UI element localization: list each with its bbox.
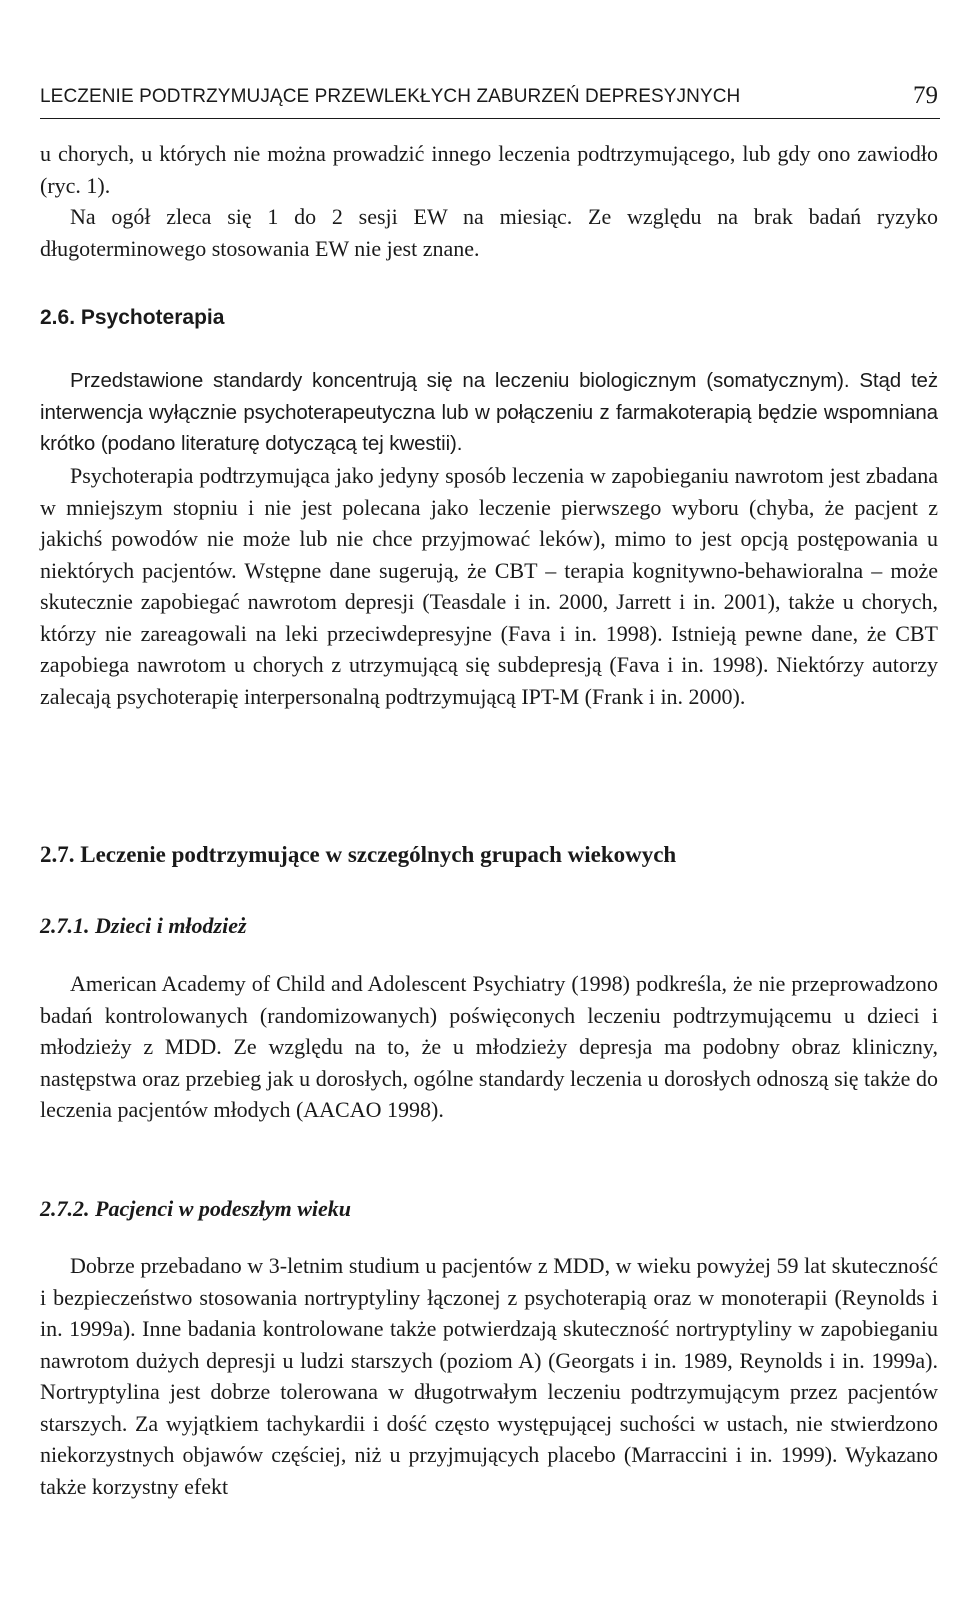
section-2-6-text-sans [40, 365, 938, 460]
section-2-6-text [40, 460, 938, 712]
intro-paragraph-2: Na ogół zleca się 1 do 2 sesji EW na miesiąc. Ze względu na brak badań ryzyko długoterminowego stosowania EW nie jest znane. [40, 204, 938, 261]
subsection-heading-2-7-2: 2.7.2. Pacjenci w podeszłym wieku [40, 1196, 352, 1221]
subsection-2-7-2-paragraph: Dobrze przebadano w 3-letnim studium u pacjentów z MDD, w wieku powyżej 59 lat skuteczność i bezpieczeństwo stosowania nortryptyliny łączonej z psychoterapią oraz w monoterapii (Reynolds i in. 1999a). Inne badania kontrolowane także potwierdzają skuteczność nortryptyliny w zapobieganiu nawrotom dużych depresji u ludzi starszych (poziom A) (Georgats i in. 1989, Reynolds i in. 1999a). Nortryptylina jest dobrze tolerowana w długotrwałym leczeniu podtrzymującym przez pacjentów starszych. Za wyjątkiem tachykardii i dość często występującej suchości w ustach, nie stwierdzono niekorzystnych objawów częściej, niż u przyjmujących placebo (Marraccini i in. 1999). Wykazano także korzystny efekt [40, 1253, 938, 1499]
section-2-6-paragraph-2: Psychoterapia podtrzymująca jako jedyny sposób leczenia w zapobieganiu nawrotom jest zbadana w mniejszym stopniu i nie jest polecana jako leczenie pierwszego wyboru (chyba, że pacjent z jakichś powodów nie może lub nie chce przyjmować leków), mimo to jest opcją postępowania u niektórych pacjentów. Wstępne dane sugerują, że CBT – terapia kognitywno-behawioralna – może skutecznie zapobiegać nawrotom depresji (Teasdale i in. 2000, Jarrett i in. 2001), także u chorych, którzy nie zareagowali na leki przeciwdepresyjne (Fava i in. 1998). Istnieją pewne dane, że CBT zapobiega nawrotom u chorych z utrzymującą się subdepresją (Fava i in. 1998). Niektórzy autorzy zalecają psychoterapię interpersonalną podtrzymującą IPT-M (Frank i in. 2000). [40, 463, 938, 709]
subsection-2-7-1-paragraph: American Academy of Child and Adolescent Psychiatry (1998) podkreśla, że nie przeprowadzono badań kontrolowanych (randomizowanych) poświęconych leczeniu podtrzymującemu u dzieci i młodzieży z MDD. Ze względu na to, że u młodzieży depresja ma podobny obraz kliniczny, następstwa oraz przebieg jak u dorosłych, ogólne standardy leczenia u dorosłych odnoszą się także do leczenia pacjentów młodych (AACAO 1998). [40, 971, 938, 1122]
running-header [40, 82, 940, 119]
intro-paragraph-1: u chorych, u których nie można prowadzić innego leczenia podtrzymującego, lub gdy ono zawiodło (ryc. 1). [40, 141, 938, 198]
subsection-heading-2-7-1: 2.7.1. Dzieci i młodzież [40, 913, 247, 938]
intro-text [40, 138, 938, 264]
section-2-6-paragraph-1: Przedstawione standardy koncentrują się na leczeniu biologicznym (somatycznym). Stąd też interwencja wyłącznie psychoterapeutyczna lub w połączeniu z farmakoterapią będzie wspomniana krótko (podano literaturę dotyczącą tej kwestii). [40, 369, 938, 455]
section-heading-2-7: 2.7. Leczenie podtrzymujące w szczególnych grupach wiekowych [40, 842, 677, 867]
subsection-2-7-2-text [40, 1250, 938, 1502]
section-heading-2-6: 2.6. Psychoterapia [40, 306, 225, 329]
page-number: 79 [913, 82, 938, 109]
running-title: LECZENIE PODTRZYMUJĄCE PRZEWLEKŁYCH ZABURZEŃ DEPRESYJNYCH [40, 86, 741, 107]
subsection-2-7-1-text [40, 968, 938, 1126]
